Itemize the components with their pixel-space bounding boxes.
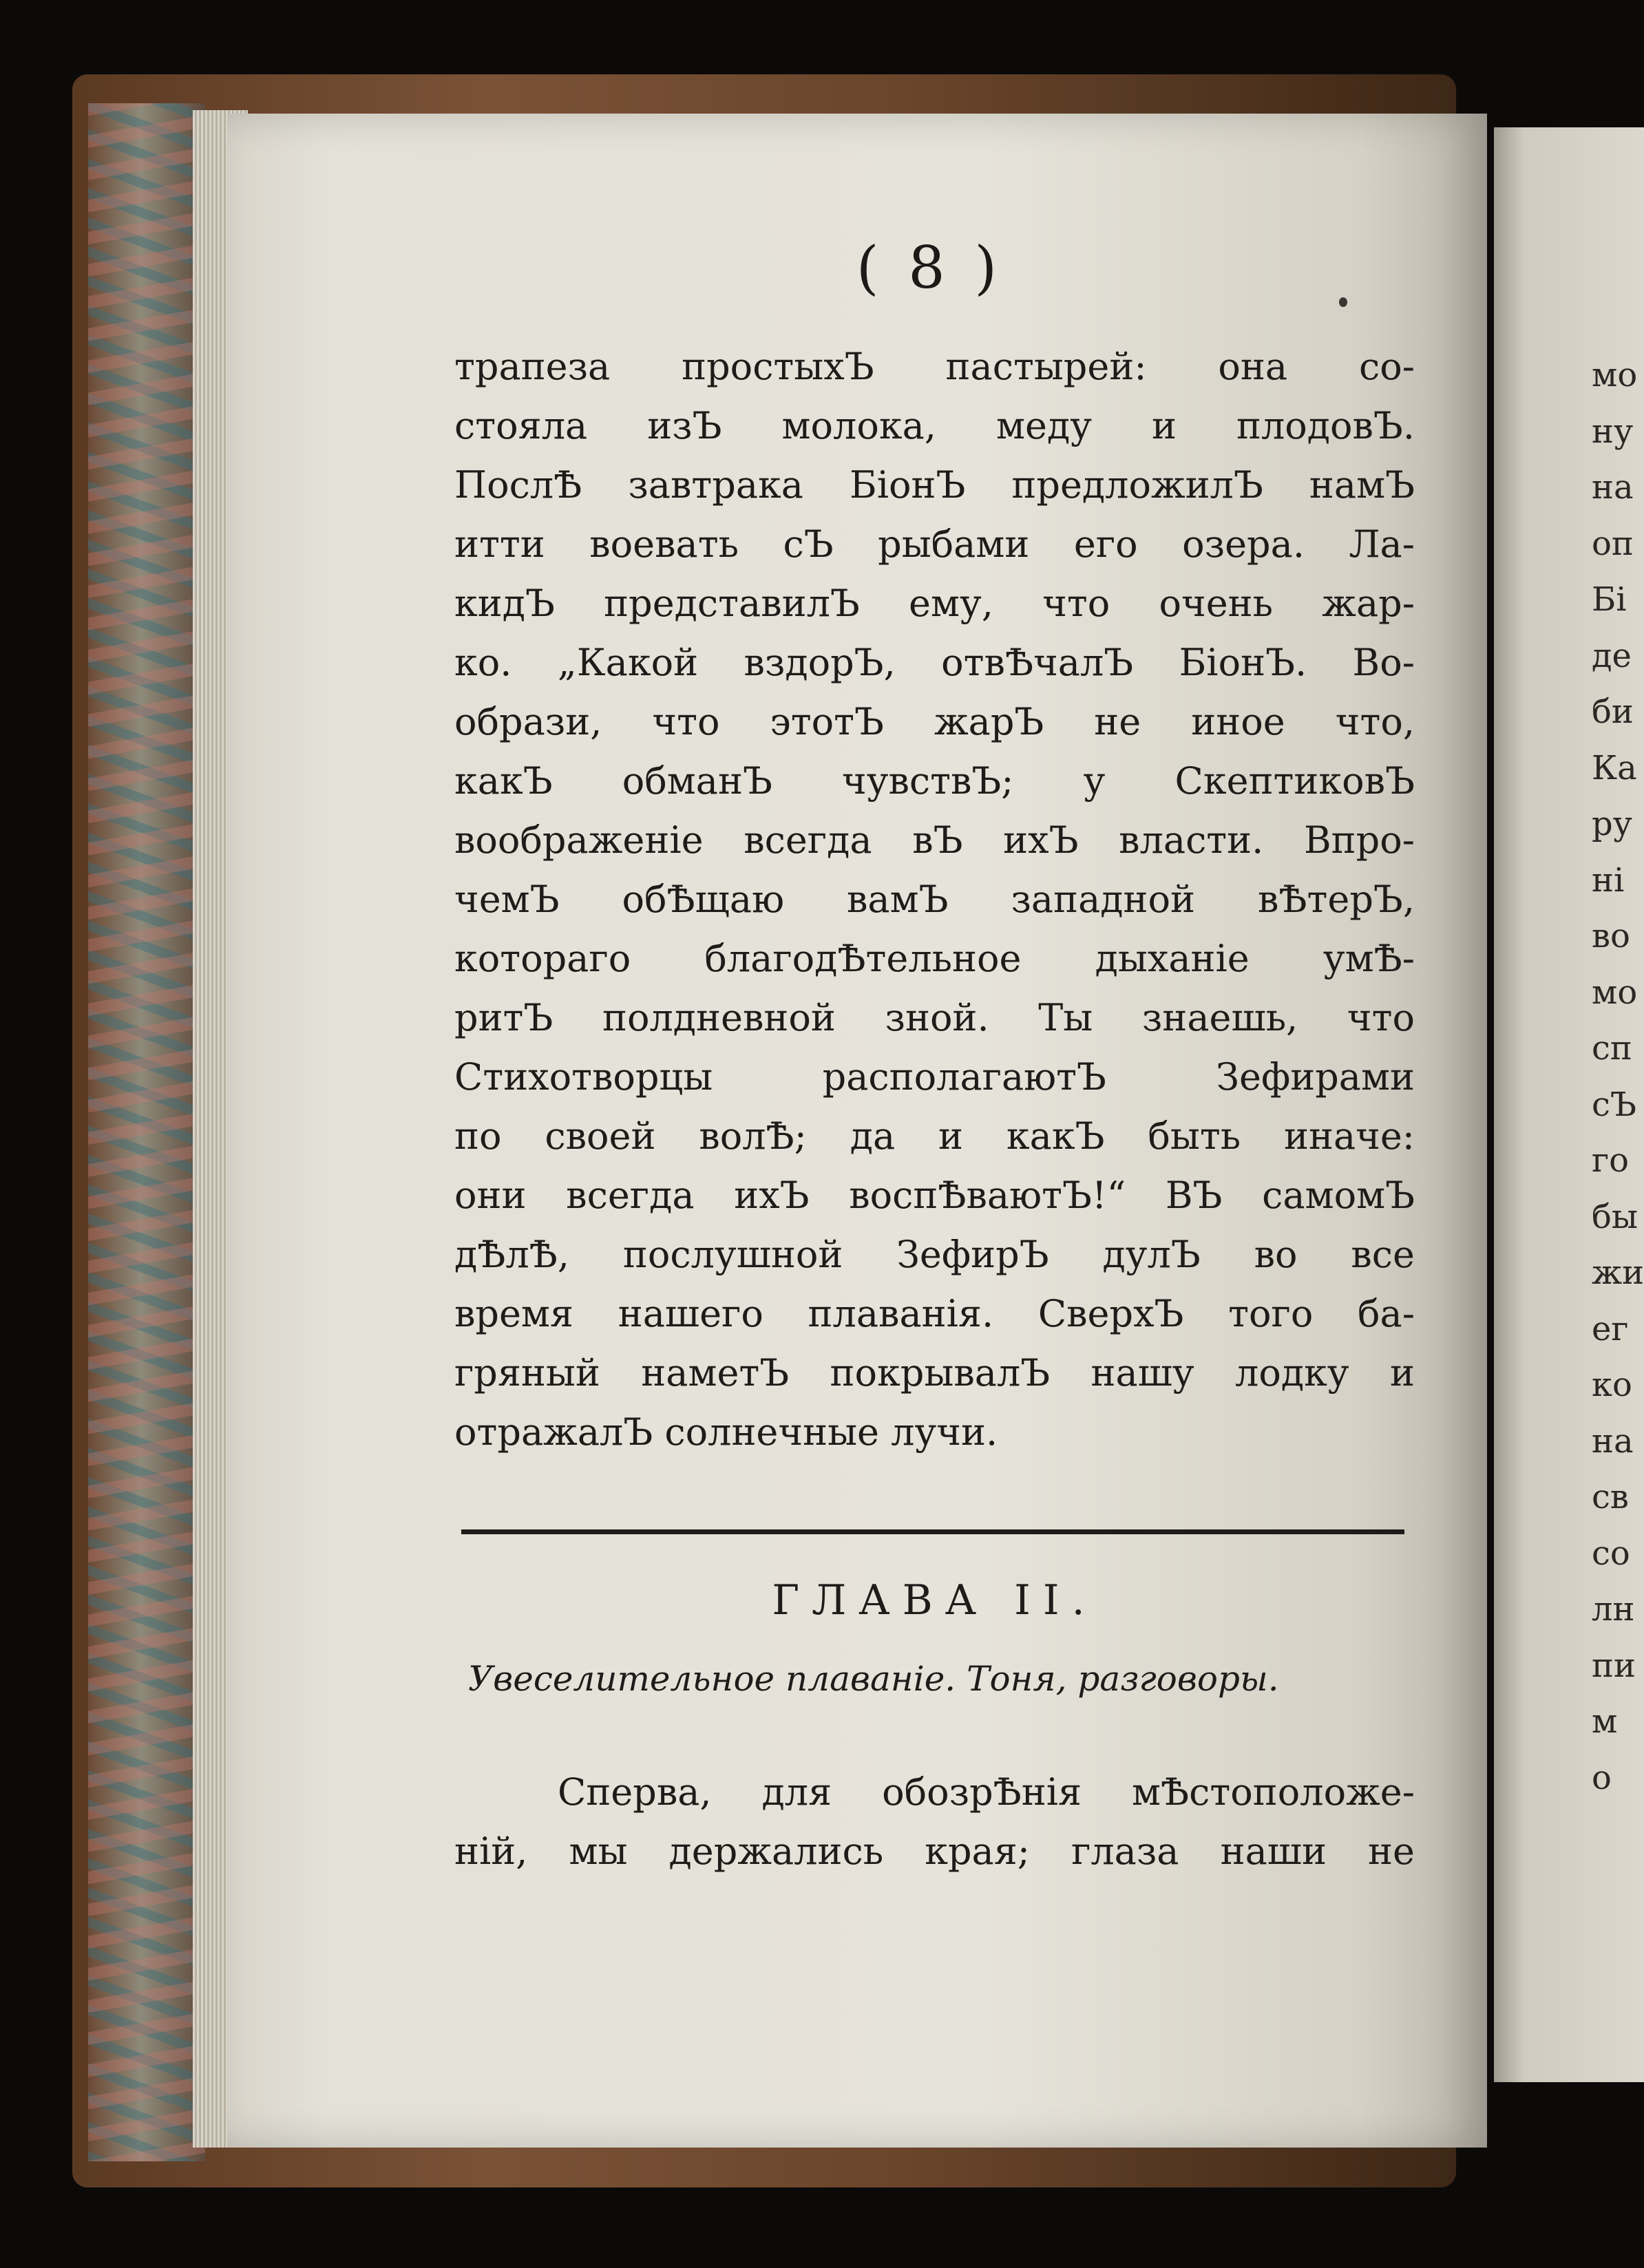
text-line: образи, что этотЪ жарЪ не иное что, bbox=[454, 700, 1415, 743]
text-line: воображеніе всегда вЪ ихЪ власти. Впро- bbox=[454, 818, 1415, 862]
text-line: какЪ обманЪ чувствЪ; у СкептиковЪ bbox=[454, 759, 1415, 803]
page-number: ( 8 ) bbox=[856, 234, 1003, 301]
fragment: лн bbox=[1592, 1590, 1635, 1629]
marbled-endpaper bbox=[88, 103, 205, 2161]
fragment: на bbox=[1592, 1421, 1634, 1461]
fragment: ег bbox=[1592, 1309, 1629, 1348]
chapter-subtitle: Увеселительное плаваніе. Тоня, разговоры. bbox=[468, 1659, 1279, 1699]
fragment: сп bbox=[1592, 1029, 1632, 1068]
fragment: би bbox=[1592, 692, 1634, 731]
body-text bbox=[454, 337, 1415, 1462]
fragment: пи bbox=[1592, 1646, 1636, 1685]
fragment: св bbox=[1592, 1478, 1629, 1516]
facing-page-text bbox=[1592, 348, 1644, 1806]
text-line: Стихотворцы располагаютЪ Зефирами bbox=[454, 1055, 1415, 1099]
text-line: кидЪ представилЪ ему, что очень жар- bbox=[454, 582, 1415, 625]
text-line: гряный наметЪ покрывалЪ нашу лодку и bbox=[454, 1351, 1415, 1395]
fragment: Бі bbox=[1592, 580, 1627, 619]
text-line: котораго благодѢтельное дыханіе умѢ- bbox=[454, 937, 1415, 980]
text-line: Сперва, для обозрѢнія мѢстоположе- bbox=[558, 1770, 1415, 1814]
fragment: бы bbox=[1592, 1197, 1638, 1236]
fragment: ну bbox=[1592, 412, 1634, 451]
text-line: чемЪ обѢщаю вамЪ западной вѢтерЪ, bbox=[454, 878, 1415, 921]
chapter-text bbox=[454, 1762, 1415, 1880]
fragment: о bbox=[1592, 1758, 1612, 1797]
fragment: де bbox=[1592, 636, 1632, 675]
ink-speck bbox=[1339, 297, 1347, 307]
text-line: ПослѢ завтрака БіонЪ предложилЪ намЪ bbox=[454, 463, 1415, 507]
fragment: ні bbox=[1592, 860, 1625, 900]
text-line: дѢлѢ, послушной ЗефирЪ дулЪ во все bbox=[454, 1233, 1415, 1276]
fragment: жи bbox=[1592, 1253, 1644, 1292]
fragment: мо bbox=[1592, 973, 1638, 1012]
fragment: ру bbox=[1592, 805, 1632, 843]
text-line: трапеза простыхЪ пастырей: она со- bbox=[454, 345, 1415, 388]
text-line: по своей волѢ; да и какЪ быть иначе: bbox=[454, 1114, 1415, 1158]
text-line: они всегда ихЪ воспѢваютЪ!“ ВЪ самомЪ bbox=[454, 1174, 1415, 1217]
chapter-heading: ГЛАВА II. bbox=[772, 1576, 1097, 1624]
fragment: мо bbox=[1592, 356, 1638, 394]
text-line: ко. „Какой вздорЪ, отвѢчалЪ БіонЪ. Во- bbox=[454, 641, 1415, 684]
fragment: оп bbox=[1592, 524, 1634, 563]
text-line: отражалЪ солнечные лучи. bbox=[454, 1410, 998, 1454]
fragment: Ка bbox=[1592, 748, 1637, 787]
fragment: сЪ bbox=[1592, 1085, 1637, 1124]
fragment: со bbox=[1592, 1534, 1630, 1573]
fragment: м bbox=[1592, 1702, 1618, 1741]
text-line: ній, мы держались края; глаза наши не bbox=[454, 1830, 1415, 1873]
text-line: ритЪ полдневной зной. Ты знаешь, что bbox=[454, 996, 1415, 1039]
text-line: стояла изЪ молока, меду и плодовЪ. bbox=[454, 404, 1415, 447]
fragment: на bbox=[1592, 468, 1634, 507]
text-line: итти воевать сЪ рыбами его озера. Ла- bbox=[454, 522, 1415, 566]
fragment: во bbox=[1592, 917, 1630, 955]
fragment: ко bbox=[1592, 1366, 1632, 1404]
text-line: время нашего плаванія. СверхЪ того ба- bbox=[454, 1292, 1415, 1335]
section-rule bbox=[461, 1529, 1404, 1534]
fragment: го bbox=[1592, 1141, 1630, 1180]
